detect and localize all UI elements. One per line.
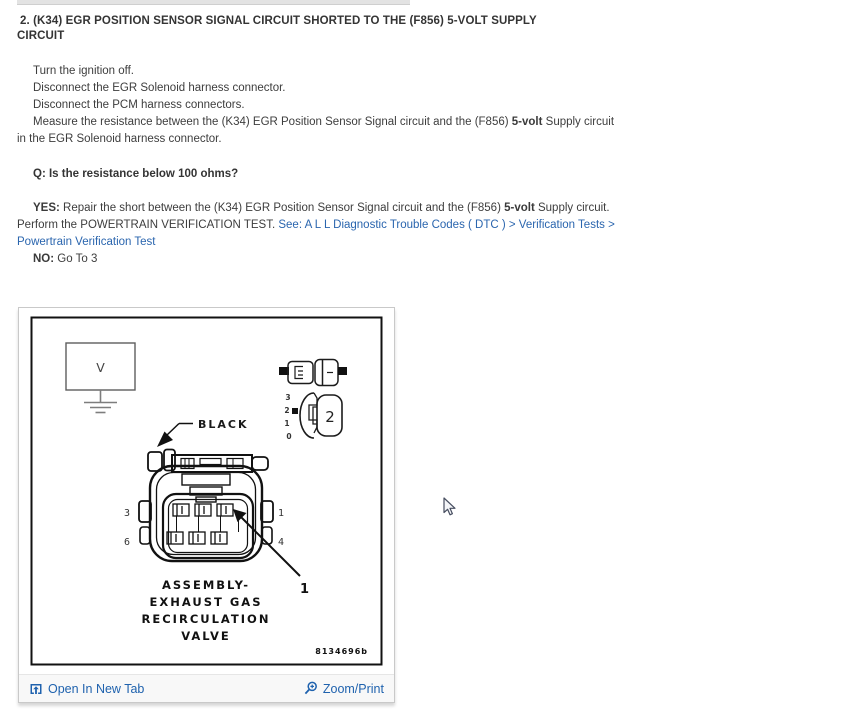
step-line: Turn the ignition off. (33, 65, 135, 77)
wire-color-label: BLACK (198, 418, 249, 431)
verification-test-link[interactable]: See: A L L Diagnostic Trouble Codes ( DTC ) > Verification Tests > Powertrain Verification Test (17, 219, 615, 248)
question-line: Q: Is the resistance below 100 ohms? (33, 168, 239, 180)
voltmeter-label: V (96, 360, 105, 375)
figure-code: 8134696b (315, 647, 368, 656)
measure-text-tail: Supply circuit in the EGR Solenoid harness connector. (17, 116, 615, 145)
dial-value: 2 (325, 408, 335, 426)
caption-line-1: ASSEMBLY- (162, 578, 250, 592)
yes-answer (17, 200, 617, 251)
no-label: NO: (33, 253, 55, 265)
step-line: Disconnect the EGR Solenoid harness connector. (33, 82, 286, 94)
pin-6-label: 6 (123, 537, 131, 548)
egr-connector-diagram (30, 316, 383, 666)
no-text: Go To 3 (54, 253, 98, 265)
zoom-print-label: Zoom/Print (322, 681, 384, 696)
procedure-text-column (17, 14, 617, 268)
pin-4-label: 4 (277, 537, 285, 548)
dial-scale-0: 0 (286, 432, 292, 441)
zoom-print-button[interactable] (303, 681, 384, 696)
dial-scale-2: 2 (284, 406, 290, 415)
step-heading: 2. (K34) EGR POSITION SENSOR SIGNAL CIRCUIT SHORTED TO THE (F856) 5-VOLT SUPPLY CIRCUIT (17, 15, 537, 42)
caption-line-2: EXHAUST GAS (149, 595, 263, 609)
pin-3-label: 3 (123, 508, 131, 519)
dial-scale-1: 1 (284, 419, 290, 428)
step-line: Disconnect the PCM harness connectors. (33, 99, 245, 111)
yes-text: Repair the short between the (K34) EGR Position Sensor Signal circuit and the (F856) (59, 202, 505, 214)
no-answer (17, 251, 617, 268)
wiring-figure-frame (18, 307, 395, 703)
caption-line-4: VALVE (181, 629, 231, 643)
horizontal-scrollbar-track[interactable] (17, 0, 410, 5)
pin-1-label: 1 (277, 508, 285, 519)
measure-text: Measure the resistance between the (K34) EGR Position Sensor Signal circuit and the (F856) (33, 116, 512, 128)
measure-bold: 5-volt (511, 116, 543, 128)
yes-label: YES: (33, 202, 60, 214)
step-line (17, 114, 617, 148)
open-in-new-tab-label: Open In New Tab (48, 681, 145, 696)
yes-bold: 5-volt (504, 202, 535, 214)
open-in-new-tab-icon (29, 682, 43, 696)
mouse-cursor (443, 497, 457, 517)
zoom-in-magnifier-icon (303, 681, 318, 696)
yes-text-mid: Supply circuit. Perform the POWERTRAIN VERIFICATION TEST. (17, 202, 610, 231)
caption-line-3: RECIRCULATION (141, 612, 271, 626)
callout-number: 1 (300, 582, 310, 597)
procedure-steps (17, 63, 617, 148)
dial-scale-3: 3 (285, 393, 291, 402)
figure-toolbar (19, 674, 394, 702)
figure-canvas[interactable] (19, 308, 394, 674)
open-in-new-tab-button[interactable] (29, 682, 144, 696)
